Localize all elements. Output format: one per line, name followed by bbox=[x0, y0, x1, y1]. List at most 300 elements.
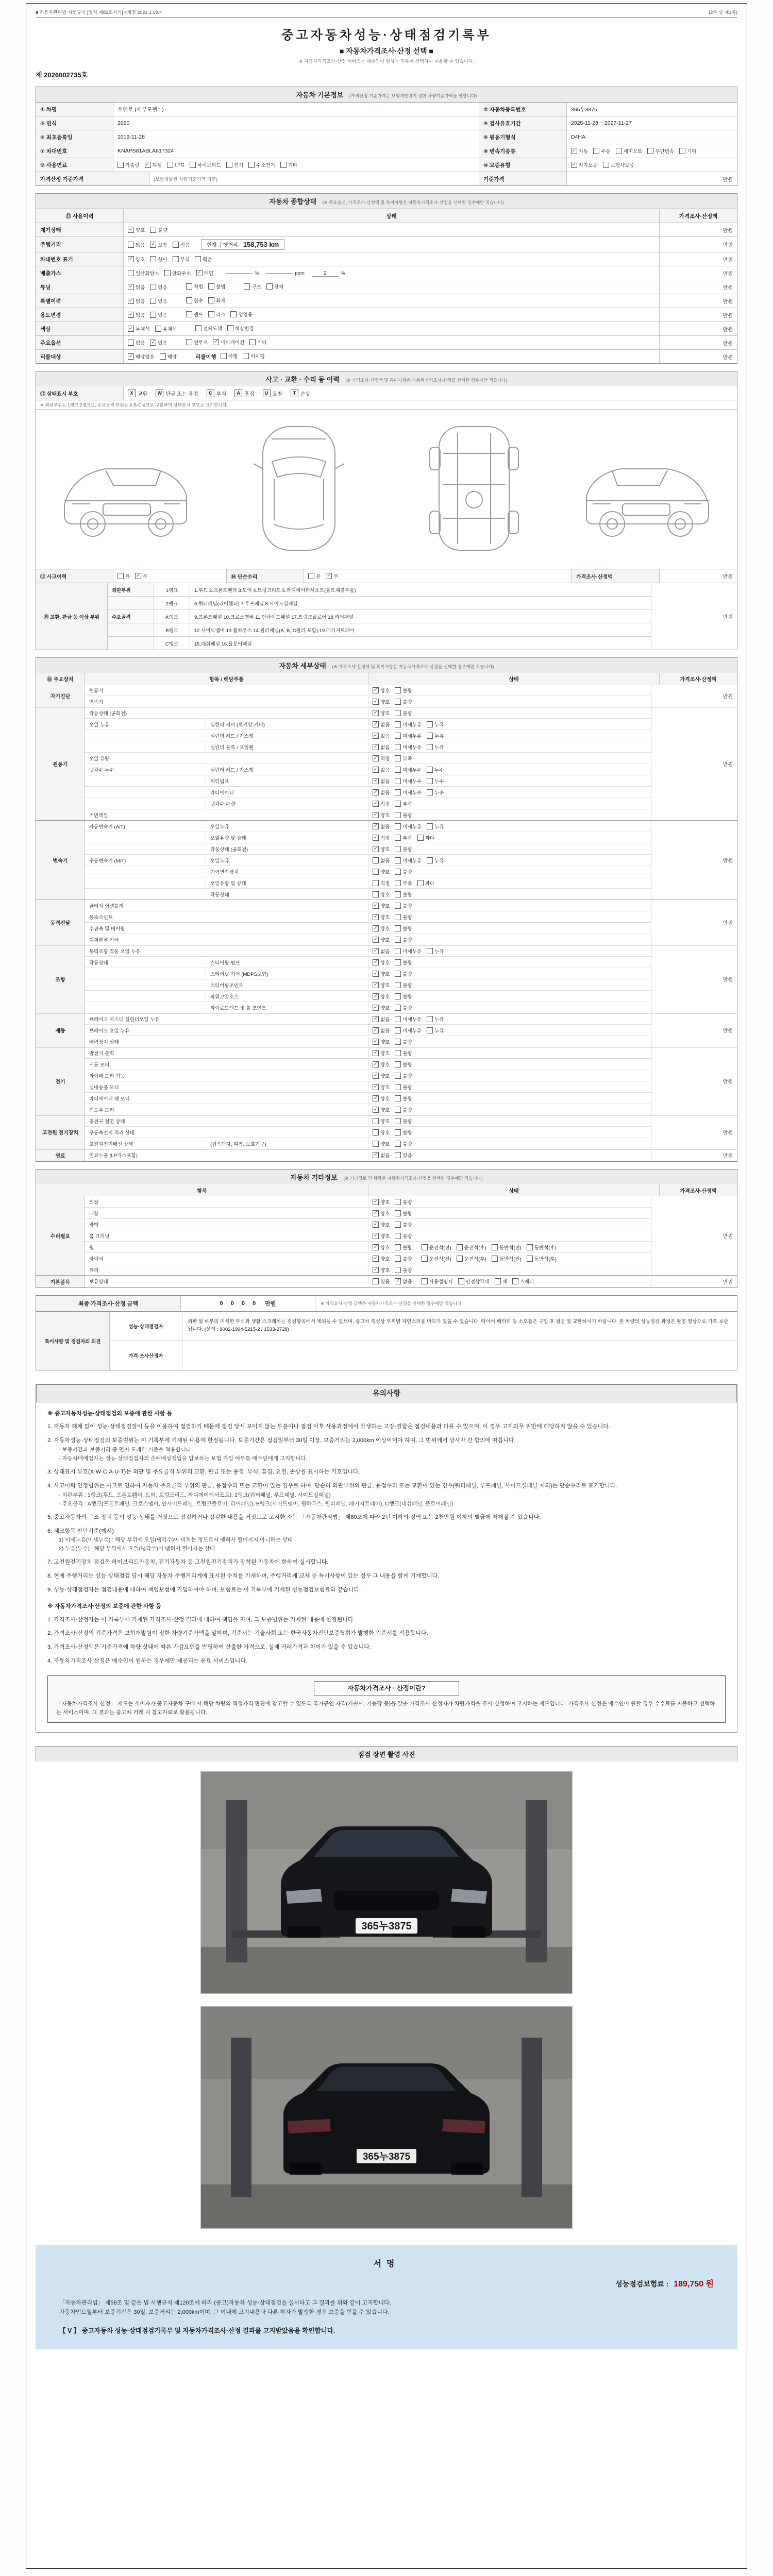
checkbox-option[interactable] bbox=[395, 1151, 412, 1159]
checkbox-option[interactable] bbox=[373, 811, 390, 819]
checkbox-option[interactable] bbox=[417, 879, 434, 887]
checkbox-label: 누수 bbox=[434, 790, 444, 796]
item-state bbox=[368, 1081, 651, 1092]
checkbox-option[interactable] bbox=[128, 325, 150, 332]
insurance-line bbox=[59, 2277, 714, 2289]
checkbox-option[interactable] bbox=[395, 1210, 412, 1217]
checkbox-option[interactable] bbox=[213, 338, 244, 346]
checkbox-option[interactable] bbox=[395, 1278, 412, 1285]
checkbox-option[interactable] bbox=[395, 1266, 412, 1274]
checkbox-icon: ✓ bbox=[373, 1151, 378, 1158]
checkbox-option[interactable] bbox=[492, 1244, 522, 1251]
checkbox-option[interactable] bbox=[373, 823, 390, 830]
checkbox-option[interactable] bbox=[266, 283, 283, 290]
checkbox-option[interactable] bbox=[196, 269, 213, 277]
legend-item bbox=[207, 389, 226, 397]
checkbox-icon: ✓ bbox=[373, 1004, 378, 1010]
checkbox-option[interactable] bbox=[150, 241, 167, 248]
rank-grade: B랭크 bbox=[154, 623, 190, 636]
checkbox-option[interactable] bbox=[616, 147, 643, 155]
checkbox-group bbox=[128, 256, 217, 263]
checkbox-option[interactable] bbox=[395, 732, 422, 739]
checkbox-option[interactable] bbox=[603, 161, 634, 168]
checkbox-option[interactable] bbox=[373, 1004, 390, 1011]
form-note: ■ 자동차관리법 시행규칙 [별지 제82호서식] <개정 2021.1.19.> bbox=[36, 10, 162, 15]
device-group bbox=[36, 1047, 737, 1115]
checkbox-option[interactable] bbox=[227, 325, 254, 332]
checkbox-label: 운전석(전) bbox=[429, 1245, 451, 1251]
checkbox-option[interactable] bbox=[373, 857, 390, 864]
checkbox-option[interactable] bbox=[326, 572, 338, 580]
checkbox-label: 동반석(후) bbox=[534, 1256, 557, 1262]
checkbox-option[interactable] bbox=[395, 947, 422, 955]
checkbox-option[interactable] bbox=[395, 925, 412, 932]
checkbox-option[interactable] bbox=[221, 352, 238, 360]
item-state bbox=[368, 1219, 651, 1230]
device-row bbox=[85, 991, 651, 1002]
checkbox-option[interactable] bbox=[373, 687, 390, 694]
checkbox-option[interactable] bbox=[495, 1278, 507, 1285]
checkbox-icon bbox=[395, 1152, 401, 1158]
checkbox-option[interactable] bbox=[395, 823, 422, 830]
checkbox-option[interactable] bbox=[373, 766, 390, 773]
device-rows bbox=[85, 1115, 651, 1149]
item-name: 배력장치 상태 bbox=[85, 1036, 368, 1047]
checkbox-icon bbox=[395, 1118, 401, 1124]
checkbox-option[interactable] bbox=[427, 1027, 444, 1034]
item-name: 브레이크 오일 누유 bbox=[85, 1025, 368, 1036]
item-state bbox=[368, 889, 651, 900]
checkbox-option[interactable] bbox=[128, 269, 159, 277]
checkbox-option[interactable] bbox=[395, 970, 412, 977]
checkbox-option[interactable] bbox=[395, 709, 412, 717]
checkbox-label: 적법 bbox=[193, 284, 204, 290]
checkbox-option[interactable] bbox=[248, 161, 275, 168]
section-detail-title: 자동차 세부상태 bbox=[279, 662, 326, 670]
checkbox-option[interactable] bbox=[395, 936, 412, 943]
checkbox-option[interactable] bbox=[395, 1083, 412, 1091]
checkbox-option[interactable] bbox=[395, 766, 422, 773]
checkbox-option[interactable] bbox=[395, 1004, 412, 1011]
checkbox-option[interactable] bbox=[427, 823, 444, 830]
checkbox-icon: ✓ bbox=[373, 1198, 378, 1205]
notice-item bbox=[47, 1572, 726, 1581]
checkbox-label: 있음 bbox=[380, 1279, 390, 1285]
checkbox-option[interactable] bbox=[422, 1244, 451, 1251]
page-title: 중고자동차성능·상태점검기록부 bbox=[281, 28, 492, 42]
checkbox-option[interactable] bbox=[373, 1072, 390, 1079]
history-label: ⑬ 사고이력 bbox=[36, 569, 113, 583]
field-note: (보험개발원 차량기준가액 기준) bbox=[149, 172, 479, 185]
checkbox-icon bbox=[128, 340, 134, 346]
checkbox-option[interactable] bbox=[373, 1129, 390, 1136]
checkbox-option[interactable] bbox=[512, 1278, 534, 1285]
column-header: 항목 bbox=[36, 1184, 368, 1196]
checkbox-option[interactable] bbox=[427, 777, 444, 785]
checkbox-option[interactable] bbox=[173, 241, 190, 248]
checkbox-option[interactable] bbox=[128, 283, 145, 291]
checkbox-option[interactable] bbox=[395, 913, 412, 921]
checkbox-label: 양호 bbox=[380, 846, 390, 853]
legend-label: 요철 bbox=[272, 391, 282, 397]
checkbox-icon bbox=[527, 1256, 533, 1262]
checkbox-option[interactable] bbox=[395, 845, 412, 853]
checkbox-option[interactable] bbox=[150, 311, 167, 318]
checkbox-option[interactable] bbox=[128, 241, 145, 248]
checkbox-icon: ✓ bbox=[373, 993, 378, 999]
checkbox-option[interactable] bbox=[395, 868, 412, 875]
checkbox-option[interactable] bbox=[249, 338, 266, 346]
checkbox-option[interactable] bbox=[135, 572, 147, 580]
checkbox-option[interactable] bbox=[395, 811, 412, 819]
section-misc-note: (※ 기타정보 각 항목은 자동차가격조사·산정을 선택한 경우에만 적습니다) bbox=[343, 1176, 483, 1181]
checkbox-option[interactable] bbox=[195, 256, 212, 263]
checkbox-option[interactable] bbox=[395, 1106, 412, 1113]
checkbox-option[interactable] bbox=[373, 993, 390, 1000]
checkbox-option[interactable] bbox=[457, 1255, 486, 1262]
checkbox-option[interactable] bbox=[373, 1106, 390, 1113]
checkbox-group bbox=[373, 959, 417, 966]
price-cell: 만원 bbox=[651, 1115, 737, 1149]
checkbox-label: 부족 bbox=[402, 801, 412, 807]
checkbox-label: 불량 bbox=[402, 1199, 412, 1206]
checkbox-icon bbox=[427, 857, 433, 863]
checkbox-option[interactable] bbox=[243, 352, 265, 360]
checkbox-option[interactable] bbox=[373, 1117, 390, 1125]
checkbox-option[interactable] bbox=[395, 1129, 412, 1136]
checkbox-icon: ✓ bbox=[373, 1221, 378, 1227]
checkbox-option[interactable] bbox=[395, 777, 422, 785]
checkbox-icon bbox=[395, 1039, 401, 1045]
checkbox-option[interactable] bbox=[395, 1061, 412, 1068]
checkbox-option[interactable] bbox=[128, 297, 145, 304]
checkbox-group bbox=[373, 732, 449, 739]
checkbox-option[interactable] bbox=[150, 226, 167, 233]
checkbox-option[interactable] bbox=[395, 1140, 412, 1147]
checkbox-option[interactable] bbox=[373, 1151, 390, 1159]
checkbox-option[interactable] bbox=[395, 755, 412, 762]
checkbox-option[interactable] bbox=[593, 147, 610, 155]
checkbox-label: 불량 bbox=[402, 971, 412, 977]
checkbox-option[interactable] bbox=[150, 297, 167, 304]
row-state bbox=[124, 252, 660, 266]
checkbox-option[interactable] bbox=[395, 1232, 412, 1240]
checkbox-option[interactable] bbox=[422, 1255, 451, 1262]
table-row bbox=[36, 350, 737, 363]
checkbox-option[interactable] bbox=[373, 1244, 390, 1251]
checkbox-option[interactable] bbox=[128, 226, 145, 233]
item-name: 작동상태 (공회전) bbox=[85, 707, 368, 718]
checkbox-icon bbox=[195, 256, 201, 262]
checkbox-option[interactable] bbox=[527, 1244, 557, 1251]
checkbox-label: 안전삼각대 bbox=[465, 1279, 490, 1285]
checkbox-option[interactable] bbox=[117, 572, 130, 580]
checkbox-option[interactable] bbox=[373, 1221, 390, 1228]
checkbox-option[interactable] bbox=[427, 721, 444, 728]
checkbox-option[interactable] bbox=[186, 297, 203, 304]
item-state bbox=[368, 866, 651, 877]
checkbox-label: 불량 bbox=[158, 228, 167, 233]
checkbox-icon bbox=[395, 914, 401, 920]
checkbox-option[interactable] bbox=[373, 1061, 390, 1068]
checkbox-option[interactable] bbox=[280, 161, 297, 168]
checkbox-option[interactable] bbox=[150, 283, 167, 291]
checkbox-option[interactable] bbox=[373, 1038, 390, 1045]
item-state bbox=[368, 1036, 651, 1047]
checkbox-icon bbox=[373, 1278, 379, 1284]
item-state bbox=[368, 968, 651, 979]
checkbox-option[interactable] bbox=[208, 297, 225, 304]
checkbox-icon bbox=[395, 744, 401, 750]
checkbox-option[interactable] bbox=[373, 743, 390, 751]
checkbox-icon bbox=[173, 256, 179, 262]
checkbox-option[interactable] bbox=[417, 834, 434, 841]
checkbox-label: 유 bbox=[316, 574, 321, 580]
checkbox-label: 없음 bbox=[380, 948, 390, 955]
checkbox-option[interactable] bbox=[373, 891, 390, 898]
price-cell: 만원 bbox=[722, 228, 733, 234]
checkbox-label: 네비게이션 bbox=[221, 340, 245, 346]
rank-row bbox=[108, 583, 651, 597]
checkbox-option[interactable] bbox=[208, 311, 225, 318]
checkbox-option[interactable] bbox=[373, 1210, 390, 1217]
checkbox-option[interactable] bbox=[373, 1255, 390, 1262]
checkbox-option[interactable] bbox=[395, 698, 412, 705]
checkbox-option[interactable] bbox=[679, 147, 696, 155]
checkbox-option[interactable] bbox=[427, 732, 444, 739]
checkbox-option[interactable] bbox=[373, 925, 390, 932]
checkbox-group bbox=[373, 1266, 417, 1274]
row-label: 주요옵션 bbox=[36, 336, 124, 349]
checkbox-option[interactable] bbox=[373, 709, 390, 717]
row-state bbox=[124, 308, 660, 321]
checkbox-option[interactable] bbox=[527, 1255, 557, 1262]
checkbox-group bbox=[373, 721, 449, 728]
checkbox-option[interactable] bbox=[150, 339, 167, 346]
checkbox-option[interactable] bbox=[571, 161, 598, 168]
checkbox-option[interactable] bbox=[395, 959, 412, 966]
checkbox-option[interactable] bbox=[373, 879, 390, 887]
checkbox-option[interactable] bbox=[373, 1198, 390, 1206]
checkbox-option[interactable] bbox=[373, 1095, 390, 1102]
column-header: 상태 bbox=[368, 1184, 660, 1196]
checkbox-option[interactable] bbox=[395, 1117, 412, 1125]
checkbox-option[interactable] bbox=[427, 1015, 444, 1023]
final-price-digits: 0 0 0 0 bbox=[220, 1300, 259, 1307]
checkbox-option[interactable] bbox=[373, 845, 390, 853]
checkbox-option[interactable] bbox=[395, 687, 412, 694]
checkbox-option[interactable] bbox=[373, 755, 390, 762]
checkbox-option[interactable] bbox=[395, 1027, 422, 1034]
emission-unit: % bbox=[254, 270, 259, 276]
subitem-name: 스티어링 펌프 bbox=[206, 957, 368, 968]
checkbox-option[interactable] bbox=[395, 1095, 412, 1102]
checkbox-option[interactable] bbox=[373, 732, 390, 739]
checkbox-option[interactable] bbox=[373, 698, 390, 705]
price-cell: 만원 bbox=[722, 257, 733, 263]
checkbox-option[interactable] bbox=[173, 256, 190, 263]
checkbox-option[interactable] bbox=[373, 721, 390, 728]
checkbox-option[interactable] bbox=[395, 721, 422, 728]
checkbox-option[interactable] bbox=[167, 162, 184, 168]
checkbox-option[interactable] bbox=[395, 800, 412, 807]
checkbox-option[interactable] bbox=[186, 311, 203, 318]
section-accident-note: (※ 가격조사·산정액 및 특이사항은 자동차가격조사·산정을 선택한 경우에만 적습니다) bbox=[345, 378, 508, 383]
checkbox-option[interactable] bbox=[128, 339, 145, 346]
final-price-unit: 만원 bbox=[265, 1301, 276, 1307]
checkbox-icon: ✓ bbox=[373, 981, 378, 988]
checkbox-label: 과다 bbox=[425, 880, 435, 887]
checkbox-icon bbox=[195, 325, 201, 331]
checkbox-option[interactable] bbox=[427, 743, 444, 751]
checkbox-option[interactable] bbox=[373, 947, 390, 955]
checkbox-option[interactable] bbox=[373, 970, 390, 977]
checkbox-option[interactable] bbox=[373, 1049, 390, 1057]
checkbox-option[interactable] bbox=[373, 959, 390, 966]
item-state bbox=[368, 753, 651, 764]
checkbox-option[interactable] bbox=[373, 1083, 390, 1091]
checkbox-option[interactable] bbox=[150, 256, 167, 263]
checkbox-option[interactable] bbox=[373, 834, 390, 841]
notices-partB-items bbox=[47, 1616, 726, 1666]
rank-grade: A랭크 bbox=[154, 610, 190, 623]
checkbox-group bbox=[373, 947, 449, 955]
notice-subitem: - 외판부위 : 1랭크(후드, 프론트휀더, 도어, 트렁크리드, 라디에이터서포트), 2랭크(쿼터패널, 루프패널, 사이드실패널) bbox=[59, 1492, 331, 1498]
checkbox-option[interactable] bbox=[195, 325, 222, 332]
checkbox-option[interactable] bbox=[145, 161, 162, 168]
checkbox-option[interactable] bbox=[373, 1027, 390, 1034]
item-name: 내장 bbox=[85, 1208, 368, 1218]
checkbox-option[interactable] bbox=[128, 256, 145, 263]
checkbox-label: 불량 bbox=[402, 699, 412, 705]
checkbox-option[interactable] bbox=[373, 1266, 390, 1274]
checkbox-option[interactable] bbox=[395, 1015, 422, 1023]
checkbox-option[interactable] bbox=[160, 353, 177, 360]
checkbox-icon bbox=[226, 162, 232, 168]
checkbox-option[interactable] bbox=[395, 1244, 412, 1251]
item-name: 와이퍼 모터 기능 bbox=[85, 1070, 368, 1081]
item-name: 충전구 절연 상태 bbox=[85, 1115, 368, 1126]
checkbox-option[interactable] bbox=[155, 325, 177, 332]
signature-title: 서명 bbox=[373, 2259, 400, 2268]
item-state bbox=[368, 787, 651, 798]
checkbox-option[interactable] bbox=[647, 147, 674, 155]
checkbox-icon bbox=[395, 835, 401, 841]
checkbox-label: 불량 bbox=[402, 812, 412, 819]
checkbox-option[interactable] bbox=[395, 1072, 412, 1079]
checkbox-option[interactable] bbox=[395, 1038, 412, 1045]
checkbox-option[interactable] bbox=[457, 1244, 486, 1251]
checkbox-icon bbox=[208, 283, 214, 290]
checkbox-option[interactable] bbox=[395, 902, 412, 909]
checkbox-option[interactable] bbox=[427, 766, 444, 773]
checkbox-label: 양호 bbox=[380, 1005, 390, 1011]
checkbox-option[interactable] bbox=[373, 868, 390, 875]
checkbox-option[interactable] bbox=[186, 283, 203, 290]
device-row bbox=[85, 1264, 651, 1275]
checkbox-group bbox=[128, 241, 195, 248]
notice-item bbox=[47, 1422, 726, 1432]
checkbox-option[interactable] bbox=[190, 161, 221, 168]
checkbox-option[interactable] bbox=[373, 800, 390, 807]
checkbox-label: 동반석(전) bbox=[499, 1245, 522, 1251]
checkbox-option[interactable] bbox=[571, 147, 588, 155]
checkbox-option[interactable] bbox=[458, 1278, 490, 1285]
row-state bbox=[124, 223, 660, 236]
checkbox-option[interactable] bbox=[395, 1221, 412, 1228]
checkbox-icon bbox=[422, 1278, 428, 1284]
checkbox-option[interactable] bbox=[373, 902, 390, 909]
checkbox-option[interactable] bbox=[395, 743, 422, 751]
checkbox-option[interactable] bbox=[373, 789, 390, 796]
checkbox-option[interactable] bbox=[186, 338, 208, 346]
checkbox-option[interactable] bbox=[128, 353, 155, 360]
checkbox-option[interactable] bbox=[427, 947, 444, 955]
section-accident-header bbox=[36, 371, 737, 386]
checkbox-option[interactable] bbox=[373, 1232, 390, 1240]
checkbox-option[interactable] bbox=[395, 891, 412, 898]
table-header-row bbox=[36, 209, 737, 223]
final-price-note: ※ 가격조사·산정 금액은 자동차가격조사·산정을 선택한 경우에만 적습니다. bbox=[321, 1301, 463, 1306]
checkbox-option[interactable] bbox=[244, 283, 261, 290]
checkbox-option[interactable] bbox=[164, 269, 191, 277]
price-cell: 만원 bbox=[722, 341, 733, 347]
checkbox-label: 적음 bbox=[180, 242, 190, 248]
checkbox-option[interactable] bbox=[395, 1198, 412, 1206]
checkbox-icon: ✓ bbox=[373, 1095, 378, 1101]
checkbox-option[interactable] bbox=[395, 993, 412, 1000]
checkbox-option[interactable] bbox=[492, 1255, 522, 1262]
checkbox-label: 사용설명서 bbox=[429, 1279, 453, 1285]
checkbox-label: 불량 bbox=[402, 846, 412, 853]
device-row bbox=[85, 1138, 651, 1149]
checkbox-icon bbox=[373, 880, 379, 886]
checkbox-label: 불량 bbox=[402, 1211, 412, 1217]
checkbox-option[interactable] bbox=[373, 936, 390, 943]
checkbox-option[interactable] bbox=[373, 777, 390, 785]
checkbox-option[interactable] bbox=[395, 857, 422, 864]
checkbox-option[interactable] bbox=[373, 981, 390, 989]
checkbox-option[interactable] bbox=[128, 311, 145, 318]
checkbox-label: 양호 bbox=[380, 1050, 390, 1057]
checkbox-option[interactable] bbox=[422, 1278, 453, 1285]
checkbox-option[interactable] bbox=[117, 161, 140, 168]
checkbox-option[interactable] bbox=[208, 283, 225, 290]
checkbox-option[interactable] bbox=[427, 789, 444, 796]
checkbox-option[interactable] bbox=[373, 1140, 390, 1147]
checkbox-option[interactable] bbox=[395, 879, 412, 887]
checkbox-option[interactable] bbox=[395, 834, 412, 841]
checkbox-option[interactable] bbox=[373, 913, 390, 921]
checkbox-label: 양호 bbox=[380, 688, 390, 694]
checkbox-option[interactable] bbox=[395, 1255, 412, 1262]
checkbox-icon bbox=[160, 353, 166, 360]
checkbox-option[interactable] bbox=[373, 1015, 390, 1023]
checkbox-option[interactable] bbox=[395, 981, 412, 989]
checkbox-option[interactable] bbox=[230, 311, 253, 318]
item-name: 등속조인트 bbox=[85, 911, 368, 922]
checkbox-option[interactable] bbox=[427, 857, 444, 864]
checkbox-option[interactable] bbox=[226, 161, 243, 168]
checkbox-label: 불량 bbox=[402, 1084, 412, 1091]
checkbox-icon: ✓ bbox=[373, 1083, 378, 1090]
checkbox-option[interactable] bbox=[395, 1049, 412, 1057]
checkbox-label: 색상변경 bbox=[234, 326, 254, 332]
row-state bbox=[124, 336, 660, 349]
checkbox-option[interactable] bbox=[373, 1278, 390, 1285]
checkbox-option[interactable] bbox=[308, 572, 321, 580]
checkbox-option[interactable] bbox=[395, 789, 422, 796]
